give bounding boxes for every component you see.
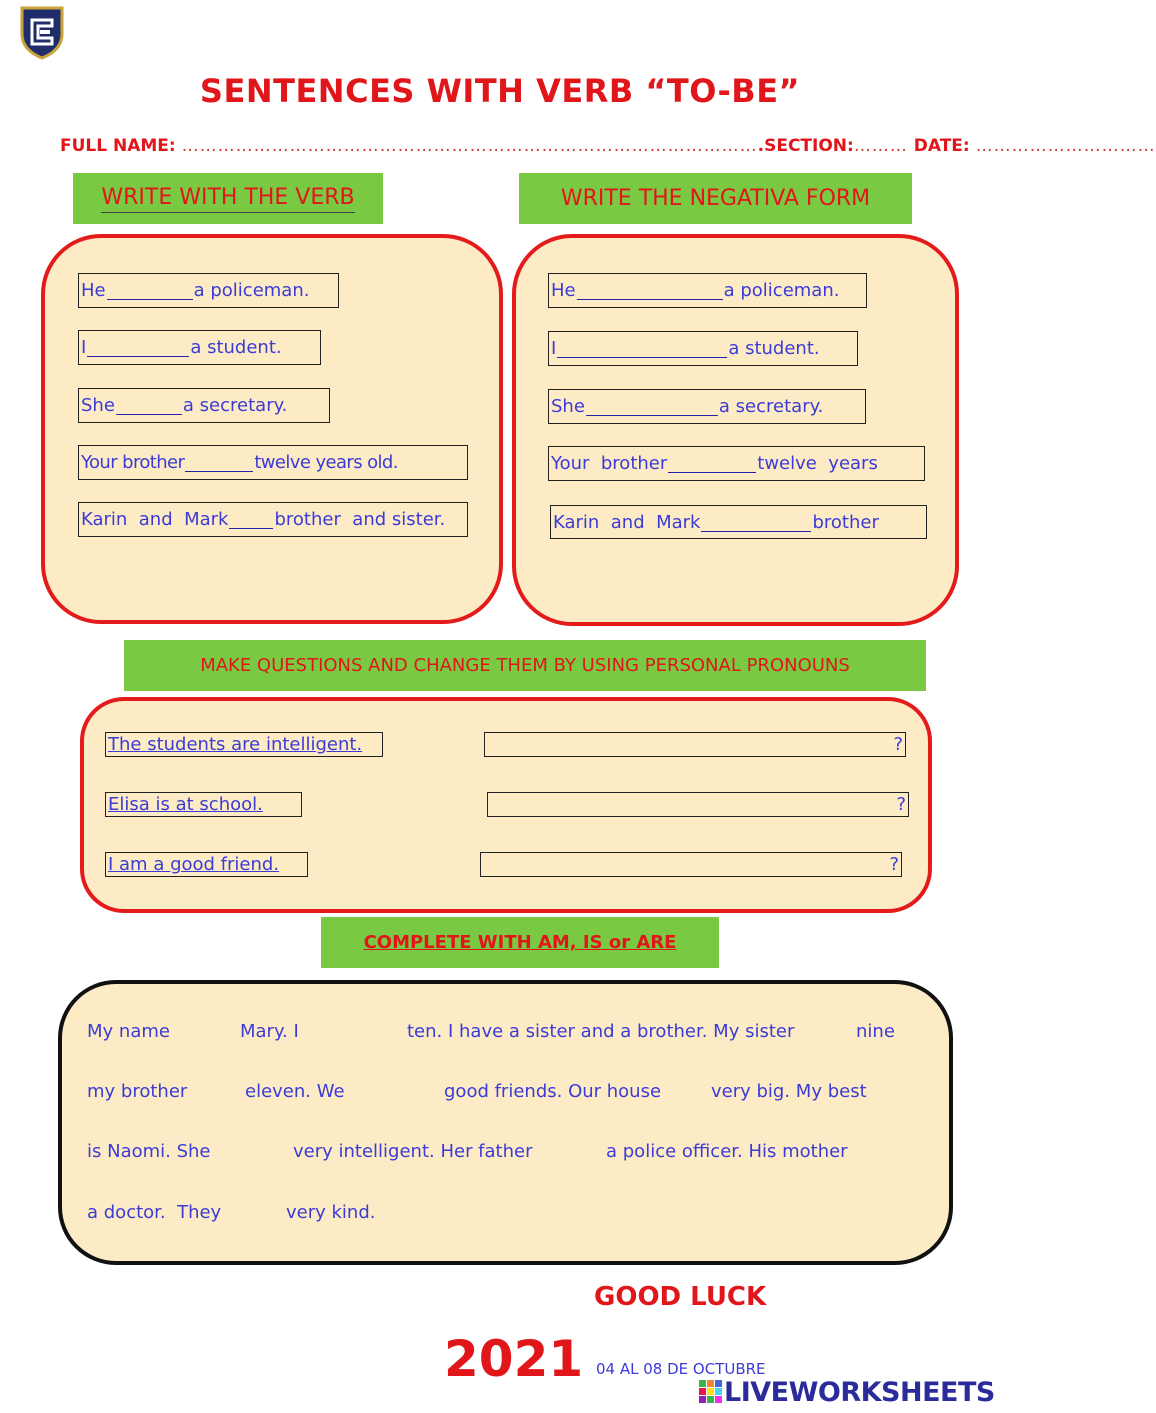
item-subject: She [81, 395, 115, 416]
liveworksheets-grid-icon [698, 1379, 724, 1407]
question-mark: ? [889, 854, 899, 875]
paragraph-fragment: ten. I have a sister and a brother. My sister [407, 1021, 795, 1042]
answer-blank[interactable] [116, 396, 182, 415]
section1-item-5 [78, 502, 468, 537]
date-label: DATE: [913, 136, 970, 156]
item-complement: a student. [190, 337, 282, 358]
paragraph-fragment: My name [87, 1021, 170, 1042]
paragraph-fragment: very big. My best [711, 1081, 867, 1102]
section1-heading-text: WRITE WITH THE VERB [101, 185, 354, 213]
answer-blank[interactable] [185, 453, 253, 472]
paragraph-fragment: is Naomi. She [87, 1141, 211, 1162]
paragraph-fragment: eleven. We [245, 1081, 345, 1102]
question-answer-3[interactable] [480, 852, 902, 877]
answer-blank[interactable] [87, 338, 189, 357]
section2-heading: WRITE THE NEGATIVA FORM [519, 173, 912, 224]
section2-item-2 [548, 331, 858, 366]
item-subject: He [551, 280, 576, 301]
paragraph-fragment: a police officer. His mother [606, 1141, 848, 1162]
full-name-label: FULL NAME: [60, 136, 176, 156]
student-info-line [60, 136, 1156, 156]
answer-blank[interactable] [107, 281, 193, 300]
section1-item-1 [78, 273, 339, 308]
question-sentence-2: Elisa is at school. [105, 792, 302, 817]
section2-item-1 [548, 273, 867, 308]
section4-heading-text: COMPLETE WITH AM, IS or ARE [363, 932, 677, 953]
section1-heading [73, 173, 383, 224]
question-mark: ? [896, 794, 906, 815]
item-subject: Your brother [81, 452, 185, 473]
item-complement: twelve years old. [254, 452, 398, 473]
page-title: SENTENCES WITH VERB “TO-BE” [199, 72, 801, 110]
paragraph-fragment: very kind. [286, 1202, 376, 1223]
item-complement: brother and sister. [274, 509, 446, 530]
item-subject: Karin and Mark [553, 511, 701, 533]
item-subject: I [81, 337, 87, 358]
item-complement: a student. [728, 338, 820, 359]
answer-blank[interactable] [229, 510, 273, 529]
item-complement: a policeman. [723, 280, 840, 301]
question-sentence-1: The students are intelligent. [105, 732, 383, 757]
item-subject: She [551, 396, 585, 417]
section1-item-2 [78, 330, 321, 365]
answer-blank[interactable] [668, 454, 756, 473]
question-mark: ? [893, 734, 903, 755]
item-complement: a secretary. [718, 396, 824, 417]
answer-blank[interactable] [577, 281, 723, 300]
section-label: .SECTION: [757, 136, 854, 156]
answer-blank[interactable] [557, 339, 727, 358]
question-answer-2[interactable] [487, 792, 909, 817]
answer-blank[interactable] [701, 513, 811, 532]
year-text: 2021 [444, 1330, 584, 1388]
section3-heading: MAKE QUESTIONS AND CHANGE THEM BY USING PERSONAL PRONOUNS [124, 640, 926, 691]
section1-item-4 [78, 445, 468, 480]
paragraph-fragment: Mary. I [240, 1021, 299, 1042]
item-subject: He [81, 280, 106, 301]
item-subject: Karin and Mark [81, 509, 229, 530]
item-complement: twelve years [757, 453, 878, 474]
item-subject: I [551, 338, 557, 359]
section1-item-3 [78, 388, 330, 423]
section2-item-5 [550, 505, 927, 539]
school-shield-logo-icon [18, 4, 66, 60]
liveworksheets-brand: LIVEWORKSHEETS [724, 1377, 995, 1408]
good-luck-text: GOOD LUCK [594, 1282, 767, 1312]
item-complement: brother [812, 511, 879, 533]
answer-blank[interactable] [586, 397, 718, 416]
section2-item-3 [548, 389, 866, 424]
section4-heading [321, 917, 719, 968]
liveworksheets-logo [698, 1377, 995, 1408]
paragraph-fragment: a doctor. They [87, 1202, 222, 1223]
item-complement: a policeman. [193, 280, 310, 301]
full-name-field[interactable]: …………………………………………………………………………………… [181, 136, 758, 156]
paragraph-fragment: very intelligent. Her father [293, 1141, 533, 1162]
question-sentence-3: I am a good friend. [105, 852, 308, 877]
item-subject: Your brother [551, 453, 668, 474]
section2-item-4 [548, 446, 925, 481]
paragraph-fragment: good friends. Our house [444, 1081, 662, 1102]
dates-text: 04 AL 08 DE OCTUBRE [596, 1360, 766, 1378]
item-complement: a secretary. [182, 395, 288, 416]
paragraph-fragment: my brother [87, 1081, 188, 1102]
date-field[interactable]: ………………………… [975, 136, 1156, 156]
section-field[interactable]: ……… [853, 136, 908, 156]
paragraph-fragment: nine [856, 1021, 895, 1042]
question-answer-1[interactable] [484, 732, 906, 757]
